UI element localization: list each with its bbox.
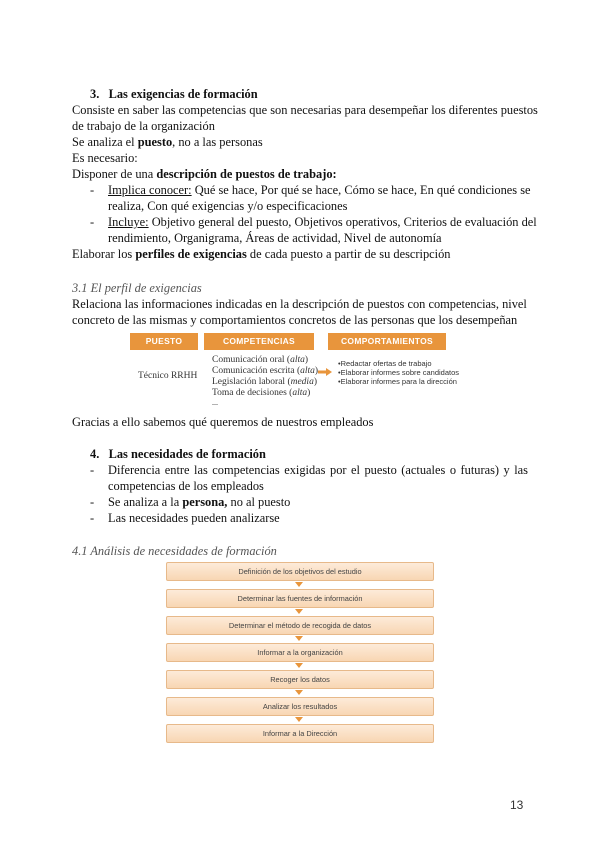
down-arrow-icon [295, 636, 303, 641]
flow-step: Informar a la organización [166, 643, 434, 662]
section-number: 3. [90, 87, 100, 101]
puesto-cell: Técnico RRHH [138, 371, 198, 381]
competencia-item: Comunicación escrita (alta) [212, 366, 319, 376]
competencia-item: Toma de decisiones (alta) [212, 388, 311, 398]
down-arrow-icon [295, 663, 303, 668]
flow-step: Informar a la Dirección [166, 724, 434, 743]
header-puesto: PUESTO [130, 333, 198, 350]
subsection-3-1-heading: 3.1 El perfil de exigencias [72, 281, 202, 295]
header-comportamientos: COMPORTAMIENTOS [328, 333, 446, 350]
comportamiento-item: •Elaborar informes para la dirección [338, 377, 457, 386]
comportamiento-item: •Elaborar informes sobre candidatos [338, 368, 460, 377]
down-arrow-icon [295, 690, 303, 695]
arrow-right-icon [318, 368, 332, 376]
flow-step: Analizar los resultados [166, 697, 434, 716]
down-arrow-icon [295, 609, 303, 614]
paragraph-line: concreto de las mismas y comportamientos concretos de las personas que los desempeñan [72, 313, 518, 327]
paragraph-line: Consiste en saber las competencias que son necesarias para desempeñar los diferentes puestos [72, 103, 538, 117]
down-arrow-icon [295, 717, 303, 722]
profile-table [130, 333, 472, 411]
competencia-item: Comunicación oral (alta) [212, 355, 309, 365]
page-number: 13 [510, 798, 524, 812]
paragraph-line: Relaciona las informaciones indicadas en la descripción de puestos con competencias, nivel [72, 297, 527, 311]
paragraph-line: Elaborar los perfiles de exigencias de cada puesto a partir de su descripción [72, 247, 451, 261]
flow-step: Definición de los objetivos del estudio [166, 562, 434, 581]
section-3-heading [90, 86, 258, 102]
flow-step: Determinar las fuentes de información [166, 589, 434, 608]
paragraph-line: Es necesario: [72, 151, 138, 165]
section-4-heading: 4. Las necesidades de formación [90, 447, 266, 461]
competencia-item: Legislación laboral (media) [212, 377, 317, 387]
subsection-4-1-heading: 4.1 Análisis de necesidades de formación [72, 544, 277, 558]
comportamiento-item: •Redactar ofertas de trabajo [338, 359, 432, 368]
paragraph-line: de trabajo de la organización [72, 119, 215, 133]
paragraph-line: Gracias a ello sabemos qué queremos de nuestros empleados [72, 415, 374, 429]
down-arrow-icon [295, 582, 303, 587]
ellipsis: ... [212, 398, 218, 407]
paragraph-line: Se analiza el puesto, no a las personas [72, 135, 263, 149]
section-title: Las exigencias de formación [108, 87, 258, 101]
flow-step: Determinar el método de recogida de datos [166, 616, 434, 635]
flow-step: Recoger los datos [166, 670, 434, 689]
header-competencias: COMPETENCIAS [204, 333, 314, 350]
paragraph-line: Disponer de una descripción de puestos de trabajo: [72, 167, 337, 181]
